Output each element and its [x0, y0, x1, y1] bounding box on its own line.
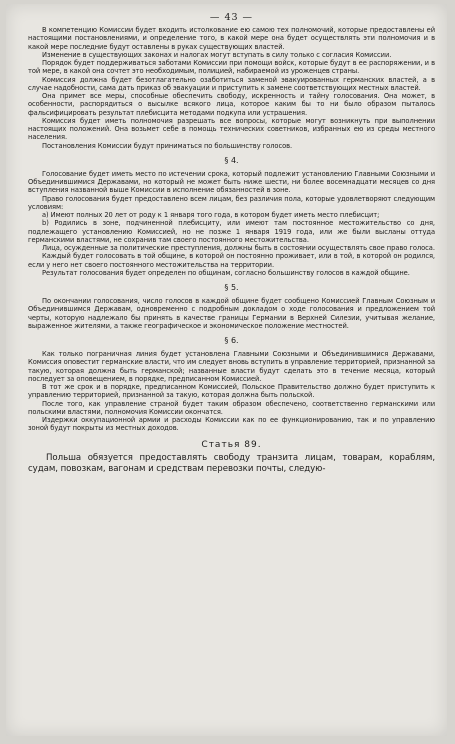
- paragraph: В компетенцию Комиссии будет входить истолкование ею самою тех полномочий, которые предоставлены ей настоящими постановлениями, и определение того, в какой мере она будет осуществлять эти полномочия и в какой мере последние будут оставлены в руках существующих властей.: [28, 26, 435, 51]
- section-heading-6: § 6.: [224, 336, 239, 345]
- paragraph: Каждый будет голосовать в той общине, в которой он постоянно проживает, или в той, в которой он родился, если у него нет своего постоянного местожительства на территории.: [28, 252, 435, 269]
- paragraph: Издержки оккупационной армии и расходы Комиссии как по ее функционированию, так и по управлению зоной будут покрыты из местных доходов.: [28, 416, 435, 433]
- paragraph: Она примет все меры, способные обеспечить свободу, искренность и тайну голосования. Она может, в особенности, распорядиться о высылке всякого лица, которое каким бы то ни было образом пыталось фальсифицировать результат плебисцита методами подкупа или устрашения.: [28, 92, 435, 117]
- paragraph: Изменение в существующих законах и налогах могут вступать в силу только с согласия Комиссии.: [42, 50, 392, 59]
- paragraph: Право голосования будет предоставлено всем лицам, без различия пола, которые удовлетворяют следующим условиям:: [28, 194, 435, 211]
- paragraph: Постановления Комиссии будут приниматься по большинству голосов.: [42, 141, 293, 150]
- article-title: Статья 89.: [201, 439, 262, 450]
- paragraph: Голосование будет иметь место по истечении срока, который подлежит установлению Главными Союзными и Объединившимися Державами, но который не может быть ниже шести, ни более восемнадцати месяцев со дня вступления названной выше Комиссии в исполнение обязанностей в зоне.: [28, 169, 435, 195]
- paragraph: b) Родились в зоне, подчиненной плебисциту, или имеют там постоянное местожительство со дня, подлежащего установлению Комиссией, но не позже 1 января 1919 года, или же были высланы оттуда германскими властями, не сохранив там своего постоянного местожительства.: [28, 219, 435, 244]
- document-page: [6, 4, 447, 736]
- paragraph: После того, как управление страной будет таким образом обеспечено, соответственно германскими или польскими властями, полномочия Комиссии окончатся.: [28, 399, 435, 416]
- section-heading-5: § 5.: [224, 283, 239, 292]
- paragraph: Как только пограничная линия будет установлена Главными Союзными и Объединившимися Державами, Комиссия оповестит германские власти, что им следует вновь вступить в управление территорией, признанной за такую, которая должна быть германской; названные власти будут сделать это в течение месяца, который последует за оповещением, в порядке, предписанном Комиссией.: [28, 350, 435, 383]
- paragraph: a) Имеют полных 20 лет от роду к 1 января того года, в котором будет иметь место плебисцит;: [42, 211, 380, 219]
- paragraph: Результат голосования будет определен по общинам, согласно большинству голосов в каждой общине.: [42, 268, 410, 277]
- paragraph: Комиссия должна будет безотлагательно озаботиться заменой эвакуированных германских властей, а в случае надобности, сама дать приказ об эвакуации и приступить к замене соответствующих местных властей.: [28, 75, 435, 92]
- page-number: — 43 —: [209, 12, 254, 23]
- article-paragraph: Польша обязуется предоставлять свободу транзита лицам, товарам, кораблям, судам, повозкам, вагонам и средствам перевозки почты, следую-: [28, 452, 435, 474]
- paragraph: Порядок будет поддерживаться заботами Комиссии при помощи войск, которые будут в ее распоряжении, и в той мере, в какой она сочтет это необходимым, полицией, набираемой из уроженцев страны.: [28, 59, 435, 76]
- paragraph: Комиссия будет иметь полномочия разрешать все вопросы, которые могут возникнуть при выполнении настоящих положений. Она возьмет себе в помощь технических советников, избранных ею из среды местного населения.: [28, 116, 435, 142]
- section-heading-4: § 4.: [224, 155, 239, 165]
- page-body: [6, 4, 447, 475]
- paragraph: По окончании голосования, число голосов в каждой общине будет сообщено Комиссией Главным Союзным и Объединившимся Державам, одновременно с подробным докладом о ходе голосования и предложением той черты, которую надлежало бы принять в качестве границы Германии в Верхней Силезии, учитывая желание, выраженное жителями, а также географическое и экономическое положение местностей.: [28, 297, 435, 330]
- paragraph: Лица, осужденные за политические преступления, должны быть в состоянии осуществлять свое право голоса.: [42, 244, 435, 252]
- paragraph: В тот же срок и в порядке, предписанном Комиссией, Польское Правительство должно будет приступить к управлению территорией, признанной за такую, которая должна быть польской.: [28, 383, 435, 400]
